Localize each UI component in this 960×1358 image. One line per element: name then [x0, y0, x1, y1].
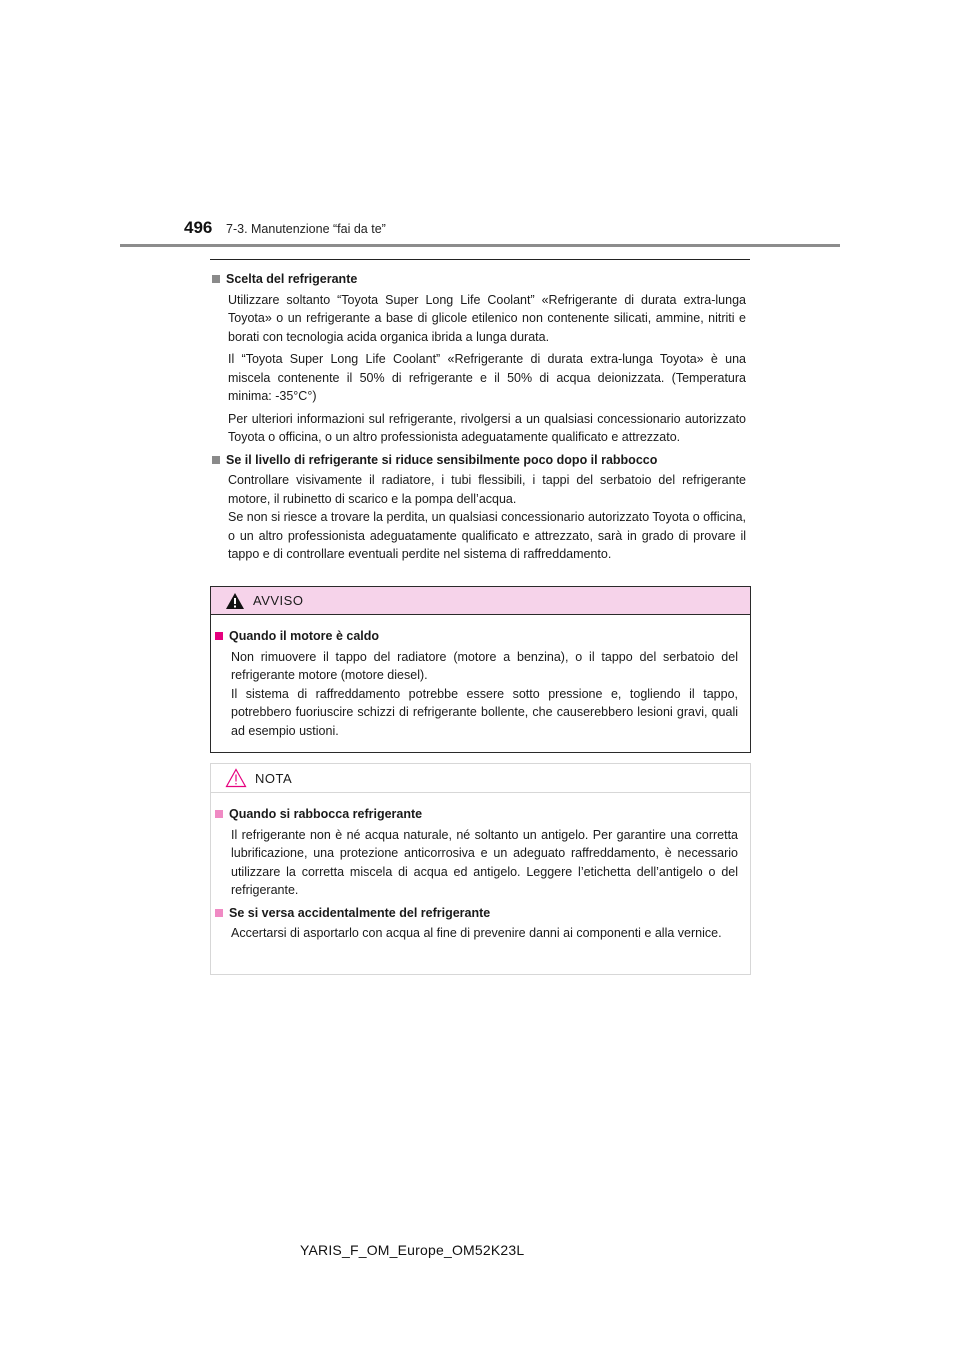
section-heading — [210, 270, 750, 289]
warning-body — [211, 615, 750, 740]
notice-box-header — [211, 764, 750, 793]
warning-triangle-icon — [225, 592, 245, 610]
warning-box-header — [211, 587, 750, 615]
warning-heading-text: Quando il motore è caldo — [229, 629, 380, 643]
notice-text: Il refrigerante non è né acqua naturale, né soltanto un antigelo. Per garantire una corretta lubrificazione, una protezione anticorrosiva e un adeguato raffreddamento, è necessario utilizzare la corretta miscela di acqua ed antigelo. Leggere l’etichetta dell’antigelo o del refrigerante. — [231, 827, 738, 897]
square-bullet-icon — [212, 456, 220, 464]
notice-title: NOTA — [255, 770, 293, 786]
section-title: 7-3. Manutenzione “fai da te” — [226, 222, 386, 236]
section-heading-text: Scelta del refrigerante — [226, 272, 358, 286]
notice-box — [210, 763, 751, 975]
main-content — [210, 268, 750, 568]
notice-heading — [213, 904, 742, 923]
paragraph: Il “Toyota Super Long Life Coolant” «Refrigerante di durata extra-lunga Toyota» è una miscela contenente il 50% di refrigerante e il 50% di acqua deionizzata. (Temperatura minima: -35°C°) — [228, 352, 746, 403]
paragraph-line: Controllare visivamente il radiatore, i tubi flessibili, i tappi del serbatoio del refrigerante motore, il rubinetto di scarico e la pompa dell’acqua. — [228, 473, 746, 506]
warning-title: AVVISO — [253, 593, 304, 608]
notice-heading-text: Se si versa accidentalmente del refrigerante — [229, 905, 491, 920]
paragraph-line: Se non si riesce a trovare la perdita, un qualsiasi concessionario autorizzato Toyota o officina, o un altro professionista adeguatamente qualificato e attrezzato, sarà in grado di provare il tappo e di controllare eventuali perdite nel sistema di raffreddamento. — [228, 510, 746, 561]
section-heading — [210, 451, 750, 470]
section-heading-text: Se il livello di refrigerante si riduce sensibilmente poco dopo il rabbocco — [226, 452, 658, 467]
warning-box — [210, 586, 751, 753]
page-number: 496 — [184, 218, 213, 237]
caution-outline-triangle-icon — [225, 768, 247, 788]
notice-body — [211, 793, 750, 943]
content-rule — [210, 259, 750, 260]
notice-heading — [213, 805, 742, 824]
square-bullet-icon — [215, 909, 223, 917]
paragraph: Per ulteriori informazioni sul refrigerante, rivolgersi a un qualsiasi concessionario autorizzato Toyota o officina, o un altro professionista adeguatamente qualificato e attrezzato. — [228, 411, 746, 444]
warning-heading — [213, 627, 742, 646]
notice-heading-text: Quando si rabbocca refrigerante — [229, 807, 423, 821]
notice-text: Accertarsi di asportarlo con acqua al fine di prevenire danni ai componenti e alla vernice. — [231, 926, 722, 940]
paragraph: Utilizzare soltanto “Toyota Super Long Life Coolant” «Refrigerante di durata extra-lunga Toyota» o un refrigerante a base di glicole etilenico non contenente silicati, ammine, nitriti e borati con tecnologia acida organica ibrida a lunga durata. — [228, 292, 746, 344]
header-rule — [120, 244, 840, 247]
square-bullet-icon — [215, 632, 223, 640]
square-bullet-icon — [212, 275, 220, 283]
warning-text — [231, 648, 738, 741]
paragraph-line: Il sistema di raffreddamento potrebbe essere sotto pressione e, togliendo il tappo, potrebbero fuoriuscire schizzi di refrigerante bollente, che causerebbero lesioni gravi, quali ad esempio ustioni. — [231, 686, 738, 738]
document-code: YARIS_F_OM_Europe_OM52K23L — [300, 1242, 525, 1258]
paragraph — [228, 471, 746, 564]
paragraph-line: Non rimuovere il tappo del radiatore (motore a benzina), o il tappo del serbatoio del refrigerante motore (motore diesel). — [231, 649, 738, 682]
square-bullet-icon — [215, 810, 223, 818]
